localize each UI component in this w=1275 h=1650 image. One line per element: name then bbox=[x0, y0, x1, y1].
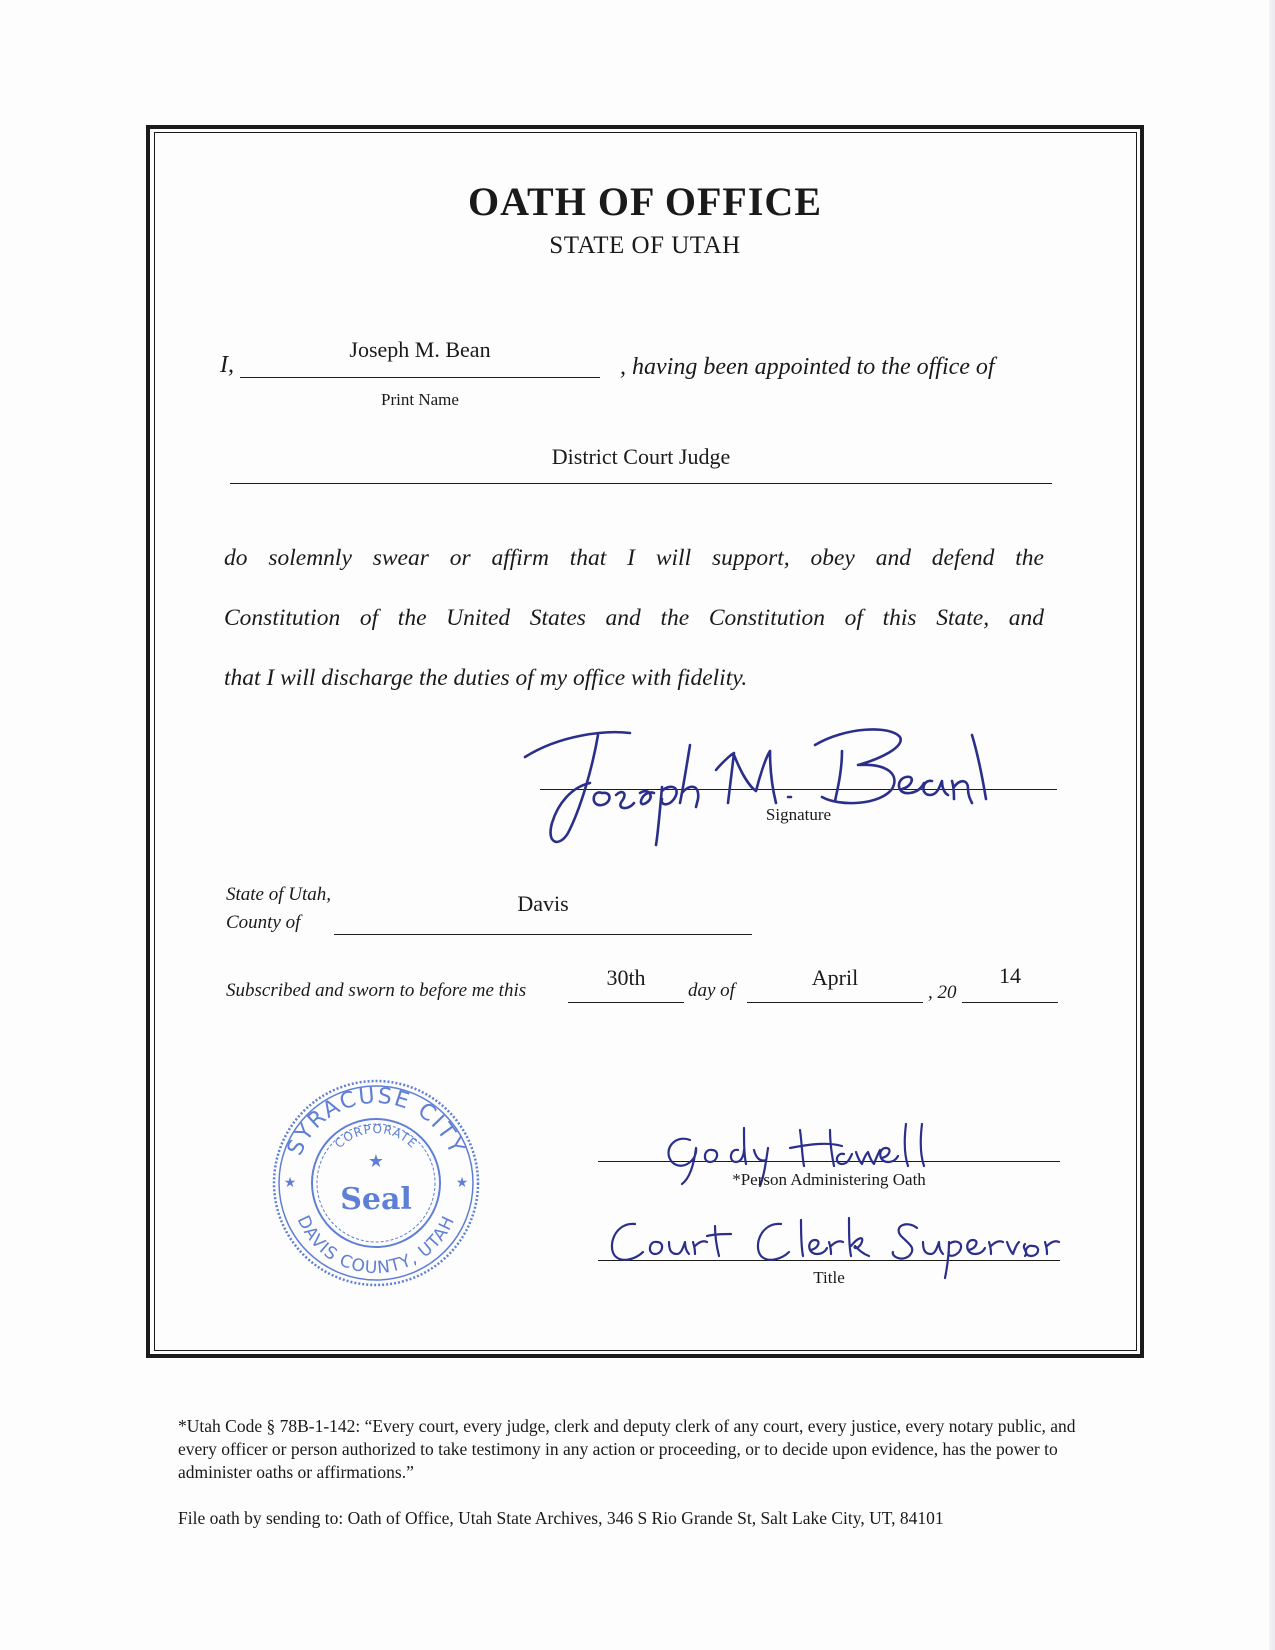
statute-footnote: *Utah Code § 78B-1-142: “Every court, every judge, clerk and deputy clerk of any court, every justice, every notary public, and every officer or person authorized to take testimony in any action or proceeding, or to decide upon evidence, has the power to administer oaths or affirmations.” bbox=[178, 1416, 1076, 1482]
form-title: OATH OF OFFICE bbox=[468, 179, 822, 224]
seal-outer-bottom: DAVIS COUNTY, UTAH bbox=[292, 1212, 460, 1279]
print-name-line bbox=[240, 377, 600, 378]
administrator-caption: *Person Administering Oath bbox=[732, 1170, 926, 1189]
print-name-caption: Print Name bbox=[381, 390, 459, 409]
svg-text:DAVIS COUNTY, UTAH bbox=[293, 1213, 459, 1279]
oath-line-2: Constitution of the United States and the Constitution of this State, and bbox=[224, 605, 1044, 631]
sworn-month: April bbox=[811, 965, 859, 990]
sworn-year: 14 bbox=[999, 963, 1021, 988]
day-of-label: day of bbox=[688, 980, 735, 1001]
office-line bbox=[230, 483, 1052, 484]
state-label: State of Utah, bbox=[226, 884, 332, 905]
corporate-seal bbox=[270, 1077, 482, 1289]
svg-text:SYRACUSE CITY bbox=[283, 1084, 469, 1160]
page-edge bbox=[1269, 0, 1275, 1650]
oath-line-1: do solemnly swear or affirm that I will support, obey and defend the bbox=[224, 545, 1044, 571]
title-caption: Title bbox=[813, 1268, 845, 1287]
year-prefix: , 20 bbox=[928, 982, 957, 1003]
form-subtitle: STATE OF UTAH bbox=[549, 232, 741, 259]
signature-handwritten bbox=[520, 715, 1020, 855]
seal-inner-top: CORPORATE bbox=[331, 1121, 421, 1152]
seal-right-star-icon: ★ bbox=[455, 1176, 469, 1191]
seal-outer-top: SYRACUSE CITY bbox=[282, 1083, 470, 1160]
county-line bbox=[334, 934, 752, 935]
signature-caption: Signature bbox=[765, 805, 832, 824]
sworn-day: 30th bbox=[606, 965, 646, 990]
seal-star-icon: ★ bbox=[367, 1151, 385, 1171]
filing-instructions: File oath by sending to: Oath of Office, Utah State Archives, 346 S Rio Grande St, Salt Lake City, UT, 84101 bbox=[178, 1508, 944, 1528]
year-line bbox=[962, 1002, 1058, 1003]
county-label: County of bbox=[226, 912, 301, 933]
appointed-phrase: , having been appointed to the office of bbox=[620, 354, 995, 380]
oath-line-3: that I will discharge the duties of my office with fidelity. bbox=[224, 665, 748, 691]
sworn-label: Subscribed and sworn to before me this bbox=[226, 980, 527, 1001]
day-line bbox=[568, 1002, 684, 1003]
seal-center-text: Seal bbox=[340, 1182, 412, 1217]
month-line bbox=[747, 1002, 923, 1003]
oath-prefix: I, bbox=[220, 352, 234, 378]
office-title: District Court Judge bbox=[551, 444, 731, 469]
county-value: Davis bbox=[517, 891, 569, 916]
appointee-name: Joseph M. Bean bbox=[349, 337, 491, 362]
seal-left-star-icon: ★ bbox=[283, 1176, 297, 1191]
